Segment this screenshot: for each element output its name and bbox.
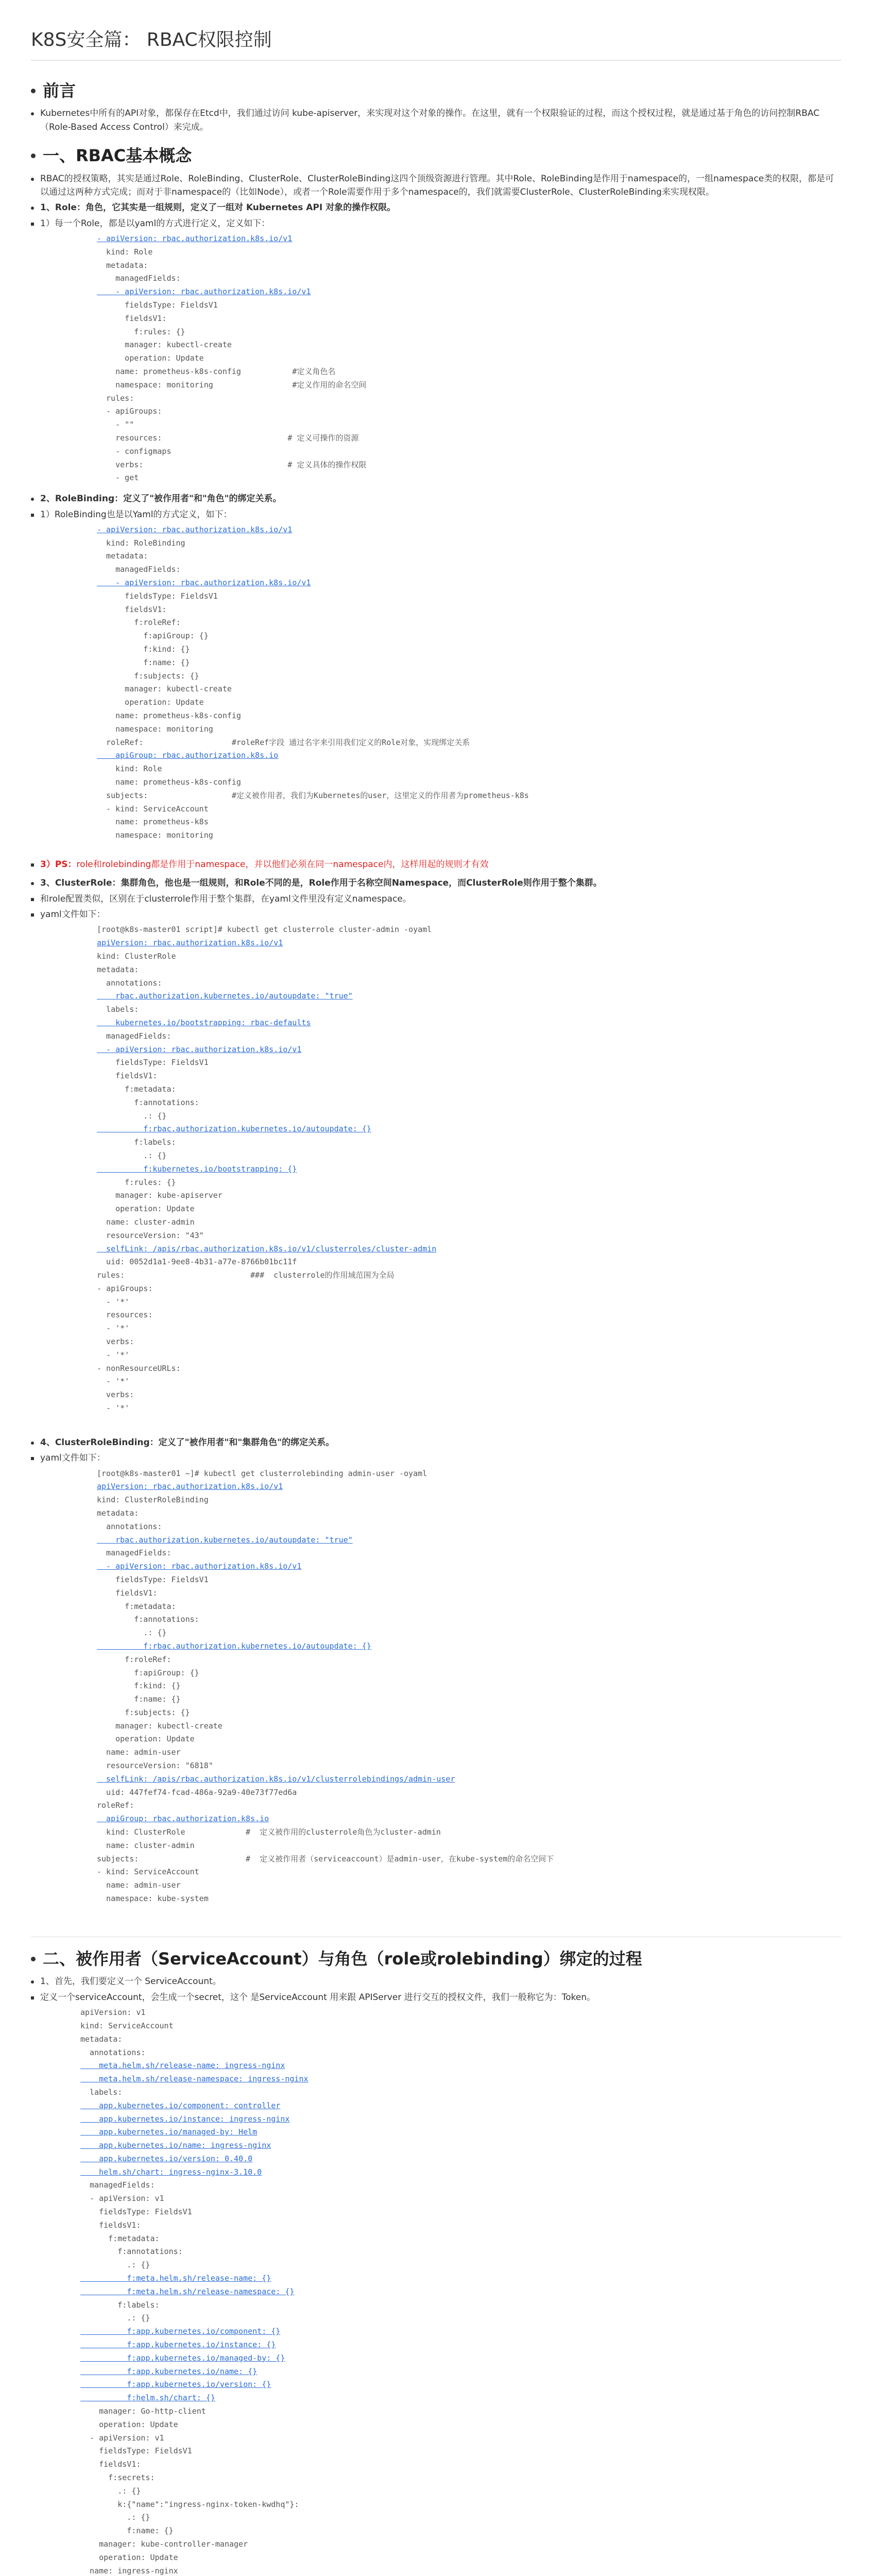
code-line: resources: # 定义可操作的资源 xyxy=(97,433,359,443)
bullet-icon xyxy=(31,514,34,517)
code-line: metadata: xyxy=(80,2034,123,2044)
clusterrole-sub2-item xyxy=(31,908,841,921)
code-line: managedFields: xyxy=(97,1548,172,1558)
bullet-icon xyxy=(31,1442,34,1445)
code-line: fieldsType: FieldsV1 xyxy=(97,591,218,601)
code-line: f:kubernetes.io/bootstrapping: {} xyxy=(97,1164,297,1174)
code-line: name: prometheus-k8s xyxy=(97,817,209,827)
code-line: f:name: {} xyxy=(97,657,190,667)
code-line: f:subjects: {} xyxy=(97,1707,190,1717)
code-line: manager: kube-apiserver xyxy=(97,1191,223,1200)
code-line: kind: ClusterRoleBinding xyxy=(97,1495,209,1505)
code-line: apiGroup: rbac.authorization.k8s.io xyxy=(97,751,279,760)
code-line: name: prometheus-k8s-config #定义角色名 xyxy=(97,367,336,377)
code-line: [root@k8s-master01 script]# kubectl get clusterrole cluster-admin -oyaml xyxy=(97,925,432,935)
code-line: labels: xyxy=(80,2087,123,2097)
code-line: - '*' xyxy=(97,1350,130,1360)
code-line: managedFields: xyxy=(80,2180,155,2190)
code-line: uid: 447fef74-fcad-486a-92a9-40e73f77ed6a xyxy=(97,1787,297,1797)
ps-text: role和rolebinding都是作用于namespace，并以他们必须在同一namespace内，这样用起的规则才有效 xyxy=(76,859,489,870)
code-line: subjects: #定义被作用者，我们为Kubernetes的user，这里定义的作用者为prometheus-k8s xyxy=(97,790,529,800)
clusterrolebinding-sub-item xyxy=(31,1451,841,1465)
code-line: k:{"name":"ingress-nginx-token-kwdhq"}: xyxy=(80,2499,299,2509)
clusterrole-item xyxy=(31,876,841,890)
code-line: operation: Update xyxy=(97,353,204,363)
code-line: f:rules: {} xyxy=(97,1177,176,1187)
s1-intro-item xyxy=(31,172,841,199)
code-line: manager: kubectl-create xyxy=(97,1721,223,1731)
code-line: f:annotations: xyxy=(97,1615,199,1624)
clusterrolebinding-sub-text: yaml文件如下： xyxy=(40,1453,106,1464)
code-line: f:subjects: {} xyxy=(97,671,199,681)
code-line: f:meta.helm.sh/release-namespace: {} xyxy=(80,2286,295,2296)
role-item xyxy=(31,201,841,214)
bullet-icon xyxy=(31,89,36,93)
code-line: f:meta.helm.sh/release-name: {} xyxy=(80,2274,271,2283)
bullet-icon xyxy=(31,207,34,210)
bullet-icon xyxy=(31,1980,34,1984)
bullet-icon xyxy=(31,1957,36,1961)
code-line: namespace: kube-system xyxy=(97,1894,209,1904)
code-line: metadata: xyxy=(97,551,148,561)
preface-heading xyxy=(31,78,841,104)
code-line: kind: RoleBinding xyxy=(97,538,185,548)
section2-heading xyxy=(31,1946,841,1972)
code-line: f:app.kubernetes.io/version: {} xyxy=(80,2380,271,2389)
code-line: f:metadata: xyxy=(97,1084,176,1094)
code-line: annotations: xyxy=(80,2047,146,2057)
code-line: rbac.authorization.kubernetes.io/autoupdate: "true" xyxy=(97,991,353,1001)
code-line: roleRef: xyxy=(97,1801,134,1810)
clusterrolebinding-item xyxy=(31,1436,841,1449)
code-line: - '*' xyxy=(97,1324,130,1333)
code-line: apiVersion: v1 xyxy=(80,2008,146,2018)
code-line: app.kubernetes.io/component: controller xyxy=(80,2100,281,2110)
code-line: f:metadata: xyxy=(80,2233,160,2243)
code-line: name: prometheus-k8s-config xyxy=(97,777,241,787)
code-line: manager: kubectl-create xyxy=(97,684,232,694)
step1-text: 1、首先，我们要定义一个 ServiceAccount。 xyxy=(40,1976,221,1987)
code-line: .: {} xyxy=(80,2486,141,2496)
code-line: name: cluster-admin xyxy=(97,1217,195,1227)
code-line: manager: kubectl-create xyxy=(97,340,232,350)
bullet-icon xyxy=(31,863,34,867)
code-line: f:app.kubernetes.io/managed-by: {} xyxy=(80,2353,285,2363)
code-line: kubernetes.io/bootstrapping: rbac-defaults xyxy=(97,1018,311,1027)
code-line: .: {} xyxy=(97,1150,167,1160)
preface-item xyxy=(31,107,841,134)
clusterrole-code-block xyxy=(97,923,841,1415)
code-line: apiVersion: rbac.authorization.k8s.io/v1 xyxy=(97,938,283,948)
code-line: f:apiGroup: {} xyxy=(97,631,209,641)
code-line: f:name: {} xyxy=(80,2526,174,2536)
code-line: rules: ### clusterrole的作用域范围为全局 xyxy=(97,1270,395,1280)
rolebinding-item xyxy=(31,492,841,505)
code-line: verbs: xyxy=(97,1390,134,1400)
code-line: - '*' xyxy=(97,1297,130,1307)
code-line: f:kind: {} xyxy=(97,1681,181,1691)
bullet-icon xyxy=(31,112,34,115)
code-line: verbs: # 定义具体的操作权限 xyxy=(97,460,367,469)
code-line: - apiVersion: v1 xyxy=(80,2194,164,2204)
role-title: 1、Role：角色，它其实是一组规则，定义了一组对 Kubernetes API 对象的操作权限。 xyxy=(40,202,396,213)
step1-sub-text: 定义一个serviceAccount，会生成一个secret，这个 是ServiceAccount 用来跟 APIServer 进行交互的授权文件，我们一般称它为：Token。 xyxy=(40,1992,596,2003)
code-line: - '*' xyxy=(97,1377,130,1386)
s1-intro-text: RBAC的授权策略，其实是通过Role、RoleBinding、ClusterRole、ClusterRoleBinding这四个顶级资源进行管理。其中Role、RoleBinding是作用于namespace的，一组namespace类的权限，都是可以通过这两种方式完成；而对于非namespace的（比如Node），或者一个Role需要作用于多个namespace的，我们就需要ClusterRole、ClusterRoleBinding来实现权限。 xyxy=(40,173,834,198)
code-line: name: prometheus-k8s-config xyxy=(97,711,241,721)
code-line: namespace: monitoring xyxy=(97,724,213,734)
code-line: operation: Update xyxy=(97,698,204,707)
bullet-icon xyxy=(31,1457,34,1460)
clusterrolebinding-code-block xyxy=(97,1467,841,1906)
code-line: resourceVersion: "43" xyxy=(97,1230,204,1240)
code-line: managedFields: xyxy=(97,274,181,283)
ps-label: 3）PS： xyxy=(40,859,77,870)
title-divider xyxy=(31,60,841,61)
code-line: fieldsType: FieldsV1 xyxy=(80,2207,192,2217)
code-line: f:name: {} xyxy=(97,1694,181,1704)
code-line: managedFields: xyxy=(97,565,181,574)
code-line: f:app.kubernetes.io/name: {} xyxy=(80,2366,258,2376)
code-line: annotations: xyxy=(97,1521,162,1531)
code-line: fieldsType: FieldsV1 xyxy=(97,1574,209,1584)
section2-heading-text: 二、被作用者（ServiceAccount）与角色（role或rolebinding）绑定的过程 xyxy=(43,1948,642,1969)
code-line: operation: Update xyxy=(80,2552,178,2562)
code-line: manager: Go-http-client xyxy=(80,2406,206,2416)
code-line: fieldsV1: xyxy=(97,1071,158,1081)
code-line: helm.sh/chart: ingress-nginx-3.10.0 xyxy=(80,2167,262,2177)
code-line: fieldsV1: xyxy=(80,2220,141,2230)
ps-item xyxy=(31,858,841,871)
role-sub-item xyxy=(31,217,841,230)
code-line: - apiVersion: rbac.authorization.k8s.io/v1 xyxy=(97,1562,302,1571)
code-line: f:apiGroup: {} xyxy=(97,1668,199,1677)
bullet-icon xyxy=(31,178,34,181)
code-line: name: ingress-nginx xyxy=(80,2566,178,2575)
code-line: roleRef: #roleRef字段 通过名字来引用我们定义的Role对象，实现绑定关系 xyxy=(97,737,470,747)
code-line: name: cluster-admin xyxy=(97,1840,195,1850)
code-line: annotations: xyxy=(97,978,162,988)
code-line: meta.helm.sh/release-namespace: ingress-nginx xyxy=(80,2074,309,2084)
code-line: kind: Role xyxy=(97,764,162,774)
code-line: - nonResourceURLs: xyxy=(97,1363,181,1373)
code-line: apiGroup: rbac.authorization.k8s.io xyxy=(97,1814,269,1824)
clusterrolebinding-title: 4、ClusterRoleBinding：定义了"被作用者"和"集群角色"的绑定关系。 xyxy=(40,1437,335,1448)
code-line: app.kubernetes.io/instance: ingress-nginx xyxy=(80,2114,290,2124)
bullet-icon xyxy=(31,154,36,158)
code-line: - '*' xyxy=(97,1403,130,1413)
code-line: resources: xyxy=(97,1310,153,1320)
code-line: selfLink: /apis/rbac.authorization.k8s.io/v1/clusterroles/cluster-admin xyxy=(97,1244,437,1253)
code-line: - get xyxy=(97,473,139,483)
code-line: f:annotations: xyxy=(97,1097,199,1107)
code-line: fieldsType: FieldsV1 xyxy=(97,300,218,310)
role-code-block xyxy=(97,232,841,485)
code-line: - apiVersion: rbac.authorization.k8s.io/v1 xyxy=(97,578,311,588)
code-line: f:rbac.authorization.kubernetes.io/autoupdate: {} xyxy=(97,1641,371,1651)
role-sub-text: 1）每一个Role，都是以yaml的方式进行定义，定义如下： xyxy=(40,218,270,229)
code-line: - "" xyxy=(97,420,134,430)
section1-heading-text: 一、RBAC基本概念 xyxy=(43,146,192,166)
code-line: operation: Update xyxy=(80,2419,178,2429)
code-line: app.kubernetes.io/name: ingress-nginx xyxy=(80,2141,271,2150)
code-line: f:secrets: xyxy=(80,2473,155,2483)
code-line: .: {} xyxy=(97,1111,167,1121)
code-line: f:rbac.authorization.kubernetes.io/autoupdate: {} xyxy=(97,1124,371,1134)
code-line: meta.helm.sh/release-name: ingress-nginx xyxy=(80,2061,285,2071)
code-line: f:kind: {} xyxy=(97,645,190,654)
rolebinding-sub-item xyxy=(31,508,841,521)
code-line: .: {} xyxy=(80,2313,150,2323)
code-line: selfLink: /apis/rbac.authorization.k8s.io/v1/clusterrolebindings/admin-user xyxy=(97,1774,455,1784)
code-line: manager: kube-controller-manager xyxy=(80,2539,248,2549)
code-line: - apiGroups: xyxy=(97,406,162,416)
code-line: fieldsV1: xyxy=(80,2460,141,2469)
bullet-icon xyxy=(31,913,34,917)
bullet-icon xyxy=(31,898,34,901)
code-line: verbs: xyxy=(97,1337,134,1347)
code-line: labels: xyxy=(97,1005,139,1014)
clusterrole-sub2-text: yaml文件如下： xyxy=(40,909,106,920)
code-line: - apiVersion: rbac.authorization.k8s.io/v1 xyxy=(97,234,293,244)
code-line: - apiVersion: rbac.authorization.k8s.io/v1 xyxy=(97,1044,302,1054)
code-line: kind: ClusterRole # 定义被作用的clusterrole角色为cluster-admin xyxy=(97,1827,441,1837)
serviceaccount-code-block xyxy=(80,2006,841,2576)
code-line: f:metadata: xyxy=(97,1601,176,1611)
code-line: - apiVersion: rbac.authorization.k8s.io/v1 xyxy=(97,524,293,534)
bullet-icon xyxy=(31,1996,34,1999)
code-line: kind: ClusterRole xyxy=(97,951,176,961)
section1-heading xyxy=(31,143,841,169)
code-line: f:annotations: xyxy=(80,2247,183,2257)
bullet-icon xyxy=(31,498,34,501)
clusterrole-title: 3、ClusterRole：集群角色，他也是一组规则，和Role不同的是，Role作用于名称空间Namespace，而ClusterRole则作用于整个集群。 xyxy=(40,878,602,889)
code-line: fieldsType: FieldsV1 xyxy=(80,2446,192,2456)
preface-text: Kubernetes中所有的API对象，都保存在Etcd中，我们通过访问 kube-apiserver，来实现对这个对象的操作。在这里，就有一个权限验证的过程，而这个授权过程，就是通过基于角色的访问控制RBAC（Role-Based Access Control）来完成。 xyxy=(40,108,819,132)
rolebinding-sub-text: 1）RoleBinding也是以Yaml的方式定义，如下： xyxy=(40,509,232,520)
rolebinding-code-block xyxy=(97,523,841,842)
code-line: app.kubernetes.io/managed-by: Helm xyxy=(80,2127,258,2137)
bullet-icon xyxy=(31,882,34,885)
code-line: app.kubernetes.io/version: 0.40.0 xyxy=(80,2154,253,2163)
code-line: fieldsV1: xyxy=(97,1588,158,1598)
code-line: .: {} xyxy=(80,2260,150,2270)
code-line: - apiVersion: rbac.authorization.k8s.io/v1 xyxy=(97,287,311,297)
code-line: namespace: monitoring #定义作用的命名空间 xyxy=(97,380,367,389)
code-line: f:labels: xyxy=(80,2300,160,2310)
code-line: rbac.authorization.kubernetes.io/autoupdate: "true" xyxy=(97,1535,353,1545)
code-line: fieldsType: FieldsV1 xyxy=(97,1058,209,1067)
code-line: .: {} xyxy=(97,1628,167,1638)
code-line: fieldsV1: xyxy=(97,604,167,614)
code-line: kind: ServiceAccount xyxy=(80,2021,174,2030)
code-line: metadata: xyxy=(97,964,139,974)
code-line: operation: Update xyxy=(97,1204,195,1214)
code-line: apiVersion: rbac.authorization.k8s.io/v1 xyxy=(97,1482,283,1492)
code-line: .: {} xyxy=(80,2513,150,2522)
code-line: name: admin-user xyxy=(97,1880,181,1890)
code-line: - kind: ServiceAccount xyxy=(97,804,209,814)
code-line: managedFields: xyxy=(97,1031,172,1041)
code-line: - configmaps xyxy=(97,446,172,456)
rolebinding-title: 2、RoleBinding：定义了"被作用者"和"角色"的绑定关系。 xyxy=(40,494,282,504)
code-line: uid: 0052d1a1-9ee8-4b31-a77e-8766b01bc11f xyxy=(97,1257,297,1267)
code-line: f:rules: {} xyxy=(97,327,185,336)
code-line: f:roleRef: xyxy=(97,1654,172,1664)
step1-sub-item xyxy=(31,1991,841,2004)
code-line: subjects: # 定义被作用者（serviceaccount）是admin-user，在kube-system的命名空间下 xyxy=(97,1854,554,1863)
code-line: metadata: xyxy=(97,260,148,270)
code-line: f:labels: xyxy=(97,1138,176,1147)
code-line: name: admin-user xyxy=(97,1748,181,1757)
page-title: K8S安全篇： RBAC权限控制 xyxy=(31,29,272,50)
preface-heading-text: 前言 xyxy=(43,80,76,100)
clusterrole-sub1-item xyxy=(31,892,841,906)
code-line: f:helm.sh/chart: {} xyxy=(80,2393,215,2403)
code-line: rules: xyxy=(97,393,134,403)
bullet-icon xyxy=(31,223,34,226)
step1-item xyxy=(31,1975,841,1988)
code-line: kind: Role xyxy=(97,247,153,257)
code-line: [root@k8s-master01 ~]# kubectl get clusterrolebinding admin-user -oyaml xyxy=(97,1468,428,1478)
code-line: f:app.kubernetes.io/component: {} xyxy=(80,2327,281,2336)
code-line: - apiGroups: xyxy=(97,1283,153,1293)
code-line: metadata: xyxy=(97,1508,139,1518)
code-line: f:roleRef: xyxy=(97,618,181,628)
code-line: - kind: ServiceAccount xyxy=(97,1867,199,1877)
code-line: namespace: monitoring xyxy=(97,831,213,840)
clusterrole-sub1-text: 和role配置类似，区别在于clusterrole作用于整个集群，在yaml文件里没有定义namespace。 xyxy=(40,893,412,904)
code-line: f:app.kubernetes.io/instance: {} xyxy=(80,2340,276,2350)
code-line: fieldsV1: xyxy=(97,313,167,323)
code-line: - apiVersion: v1 xyxy=(80,2433,164,2443)
code-line: resourceVersion: "6818" xyxy=(97,1761,213,1771)
code-line: operation: Update xyxy=(97,1734,195,1744)
